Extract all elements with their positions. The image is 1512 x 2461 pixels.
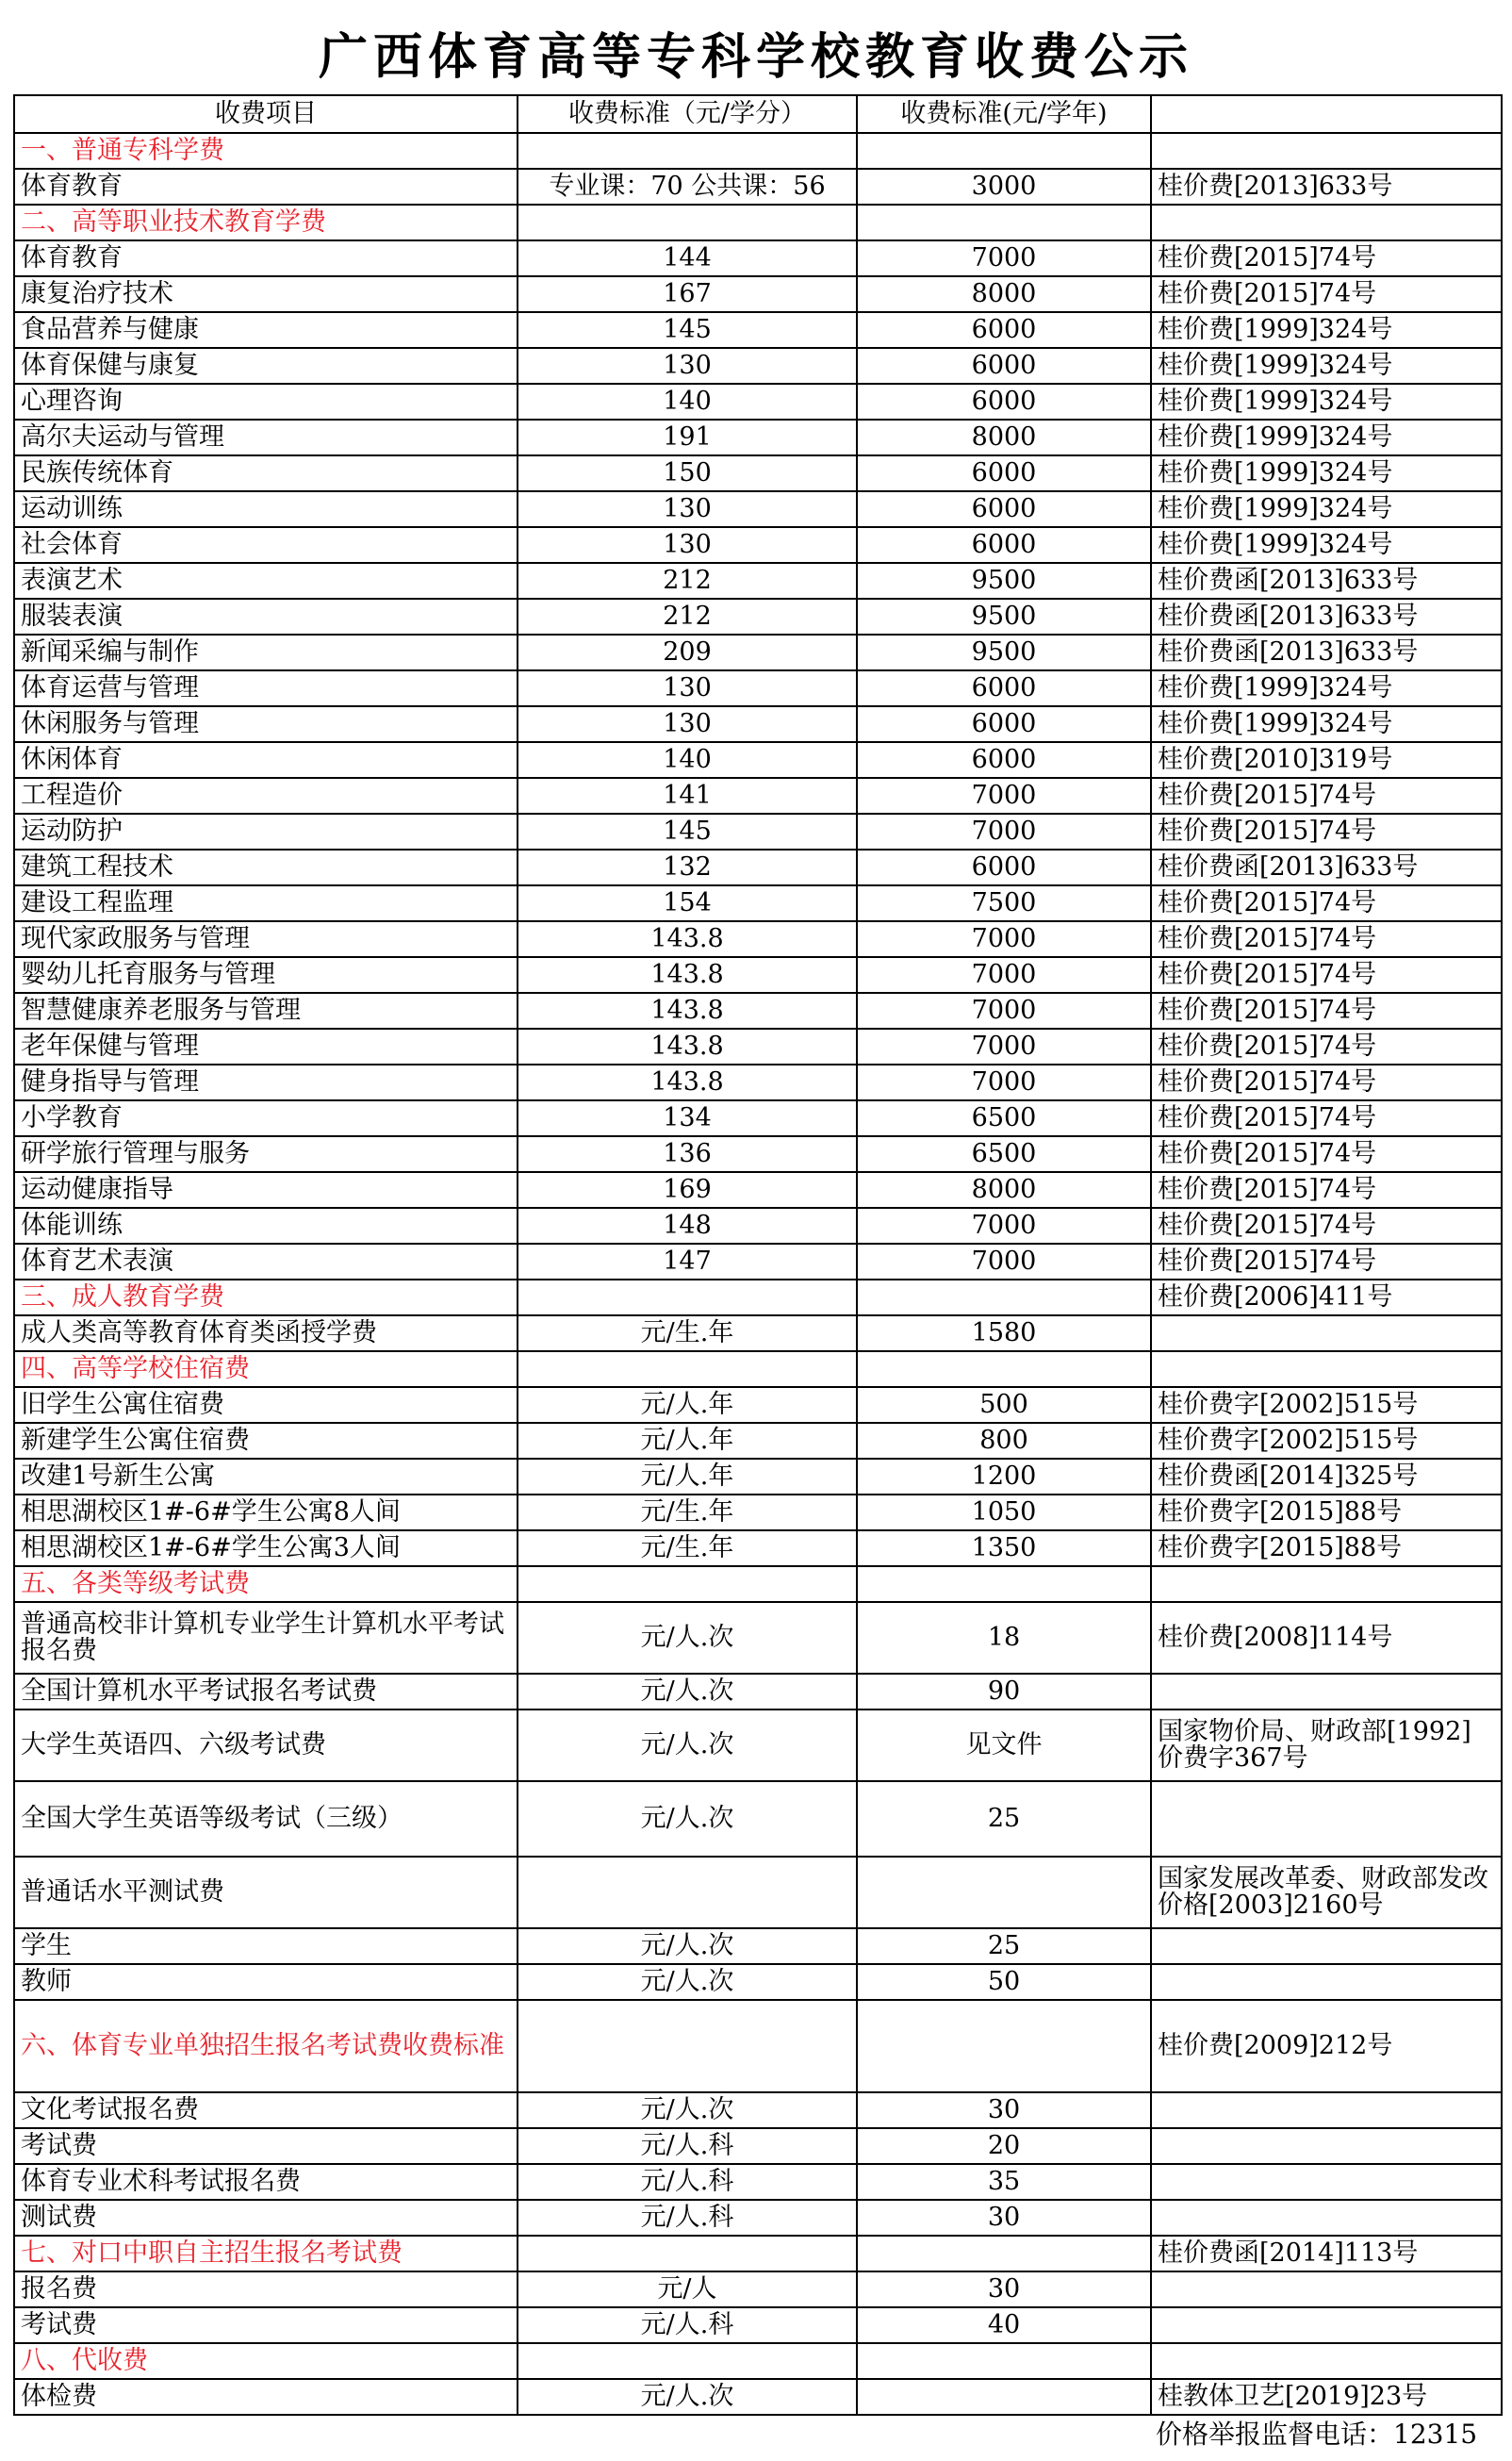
- document-ref-cell: [1151, 2271, 1502, 2307]
- annual-fee-cell: 7000: [857, 993, 1151, 1029]
- page-title: 广西体育高等专科学校教育收费公示: [318, 29, 1193, 86]
- document-ref-cell: 桂价费[2015]74号: [1151, 885, 1502, 921]
- section-title-cell: 一、普通专科学费: [14, 133, 518, 169]
- hotline-text: 价格举报监督电话：12315: [1156, 2419, 1478, 2450]
- annual-fee-cell: [857, 205, 1151, 240]
- annual-fee-cell: [857, 2000, 1151, 2092]
- table-row: [14, 2092, 1502, 2128]
- fee-item-cell: 大学生英语四、六级考试费: [14, 1709, 518, 1781]
- table-row: [14, 1100, 1502, 1136]
- table-row: [14, 312, 1502, 348]
- document-ref-cell: 桂价费[2015]74号: [1151, 240, 1502, 276]
- table-row: [14, 420, 1502, 455]
- annual-fee-cell: 7000: [857, 957, 1151, 993]
- unit-standard-cell: 130: [518, 527, 857, 563]
- fee-item-cell: 智慧健康养老服务与管理: [14, 993, 518, 1029]
- unit-standard-cell: [518, 133, 857, 169]
- table-row: [14, 1208, 1502, 1244]
- fee-item-cell: 民族传统体育: [14, 455, 518, 491]
- column-header: 收费标准(元/学年): [857, 95, 1151, 133]
- document-ref-cell: 桂价费[1999]324号: [1151, 455, 1502, 491]
- table-row: [14, 1530, 1502, 1566]
- annual-fee-cell: 7000: [857, 1029, 1151, 1065]
- document-ref-cell: 桂价费[1999]324号: [1151, 527, 1502, 563]
- section-row: [14, 1566, 1502, 1602]
- section-row: [14, 205, 1502, 240]
- unit-standard-cell: 元/人.次: [518, 1781, 857, 1857]
- fee-item-cell: 相思湖校区1#-6#学生公寓8人间: [14, 1495, 518, 1530]
- fee-item-cell: 服装表演: [14, 599, 518, 635]
- fee-item-cell: 研学旅行管理与服务: [14, 1136, 518, 1172]
- annual-fee-cell: [857, 1857, 1151, 1928]
- unit-standard-cell: 130: [518, 491, 857, 527]
- document-ref-cell: [1151, 1566, 1502, 1602]
- annual-fee-cell: 1050: [857, 1495, 1151, 1530]
- unit-standard-cell: 191: [518, 420, 857, 455]
- unit-standard-cell: 元/人.次: [518, 1674, 857, 1709]
- annual-fee-cell: 30: [857, 2200, 1151, 2236]
- table-row: [14, 1964, 1502, 2000]
- document-ref-cell: 桂价费[2015]74号: [1151, 1100, 1502, 1136]
- fee-item-cell: 休闲体育: [14, 742, 518, 778]
- document-ref-cell: 桂价费[2015]74号: [1151, 276, 1502, 312]
- unit-standard-cell: 143.8: [518, 1029, 857, 1065]
- unit-standard-cell: 元/人.次: [518, 2379, 857, 2415]
- unit-standard-cell: [518, 2343, 857, 2379]
- annual-fee-cell: 7000: [857, 814, 1151, 850]
- document-ref-cell: 国家物价局、财政部[1992]价费字367号: [1151, 1709, 1502, 1781]
- document-ref-cell: [1151, 2200, 1502, 2236]
- annual-fee-cell: 40: [857, 2307, 1151, 2343]
- annual-fee-cell: [857, 2343, 1151, 2379]
- unit-standard-cell: [518, 2000, 857, 2092]
- document-ref-cell: 桂价费字[2002]515号: [1151, 1387, 1502, 1423]
- table-row: [14, 491, 1502, 527]
- document-ref-cell: 桂价费[1999]324号: [1151, 348, 1502, 384]
- annual-fee-cell: 6000: [857, 850, 1151, 885]
- fee-item-cell: 文化考试报名费: [14, 2092, 518, 2128]
- unit-standard-cell: 143.8: [518, 921, 857, 957]
- fee-item-cell: 运动训练: [14, 491, 518, 527]
- table-row: [14, 1315, 1502, 1351]
- unit-standard-cell: 元/生.年: [518, 1495, 857, 1530]
- section-row: [14, 1351, 1502, 1387]
- document-ref-cell: 桂价费函[2013]633号: [1151, 635, 1502, 670]
- annual-fee-cell: 1580: [857, 1315, 1151, 1351]
- annual-fee-cell: 7500: [857, 885, 1151, 921]
- document-ref-cell: 桂价费[1999]324号: [1151, 670, 1502, 706]
- document-ref-cell: [1151, 1928, 1502, 1964]
- fee-item-cell: 体育保健与康复: [14, 348, 518, 384]
- annual-fee-cell: 7000: [857, 1244, 1151, 1280]
- annual-fee-cell: 800: [857, 1423, 1151, 1459]
- table-row: [14, 2164, 1502, 2200]
- document-ref-cell: 桂价费[1999]324号: [1151, 384, 1502, 420]
- unit-standard-cell: 专业课：70 公共课：56: [518, 169, 857, 205]
- table-row: [14, 778, 1502, 814]
- fee-item-cell: 体育教育: [14, 169, 518, 205]
- unit-standard-cell: 130: [518, 348, 857, 384]
- fee-item-cell: 体育艺术表演: [14, 1244, 518, 1280]
- annual-fee-cell: 9500: [857, 635, 1151, 670]
- document-ref-cell: 桂价费字[2015]88号: [1151, 1530, 1502, 1566]
- fee-item-cell: 教师: [14, 1964, 518, 2000]
- annual-fee-cell: 8000: [857, 276, 1151, 312]
- document-ref-cell: 桂价费[2010]319号: [1151, 742, 1502, 778]
- table-row: [14, 276, 1502, 312]
- fee-item-cell: 体育教育: [14, 240, 518, 276]
- section-row: [14, 2236, 1502, 2271]
- unit-standard-cell: 212: [518, 563, 857, 599]
- unit-standard-cell: 143.8: [518, 1065, 857, 1100]
- section-title-cell: 六、体育专业单独招生报名考试费收费标准: [14, 2000, 518, 2092]
- document-ref-cell: [1151, 2343, 1502, 2379]
- column-header: [1151, 95, 1502, 133]
- annual-fee-cell: 见文件: [857, 1709, 1151, 1781]
- fee-item-cell: 工程造价: [14, 778, 518, 814]
- table-row: [14, 1387, 1502, 1423]
- annual-fee-cell: 500: [857, 1387, 1151, 1423]
- section-title-cell: 三、成人教育学费: [14, 1280, 518, 1315]
- annual-fee-cell: 3000: [857, 169, 1151, 205]
- document-ref-cell: 国家发展改革委、财政部发改价格[2003]2160号: [1151, 1857, 1502, 1928]
- table-row: [14, 240, 1502, 276]
- annual-fee-cell: 6500: [857, 1136, 1151, 1172]
- unit-standard-cell: 元/生.年: [518, 1315, 857, 1351]
- table-row: [14, 670, 1502, 706]
- annual-fee-cell: 8000: [857, 1172, 1151, 1208]
- document-ref-cell: 桂价费函[2014]325号: [1151, 1459, 1502, 1495]
- annual-fee-cell: 6000: [857, 312, 1151, 348]
- fee-item-cell: 测试费: [14, 2200, 518, 2236]
- table-row: [14, 706, 1502, 742]
- document-ref-cell: [1151, 1964, 1502, 2000]
- section-row: [14, 2000, 1502, 2092]
- document-ref-cell: 桂价费[2015]74号: [1151, 1208, 1502, 1244]
- table-row: [14, 1459, 1502, 1495]
- document-ref-cell: [1151, 1674, 1502, 1709]
- fee-item-cell: 食品营养与健康: [14, 312, 518, 348]
- table-row: [14, 2307, 1502, 2343]
- document-ref-cell: 桂价费[1999]324号: [1151, 420, 1502, 455]
- document-ref-cell: 桂价费函[2014]113号: [1151, 2236, 1502, 2271]
- table-row: [14, 957, 1502, 993]
- table-row: [14, 1065, 1502, 1100]
- table-row: [14, 2379, 1502, 2415]
- fee-item-cell: 运动防护: [14, 814, 518, 850]
- document-ref-cell: 桂价费[1999]324号: [1151, 491, 1502, 527]
- document-ref-cell: 桂价费[2015]74号: [1151, 1065, 1502, 1100]
- table-row: [14, 1029, 1502, 1065]
- annual-fee-cell: [857, 2236, 1151, 2271]
- unit-standard-cell: 元/人.年: [518, 1423, 857, 1459]
- fee-item-cell: 体检费: [14, 2379, 518, 2415]
- document-ref-cell: 桂价费[2015]74号: [1151, 993, 1502, 1029]
- annual-fee-cell: 7000: [857, 921, 1151, 957]
- annual-fee-cell: 7000: [857, 778, 1151, 814]
- unit-standard-cell: 150: [518, 455, 857, 491]
- document-ref-cell: 桂价费[2015]74号: [1151, 1172, 1502, 1208]
- document-ref-cell: 桂价费[2015]74号: [1151, 1244, 1502, 1280]
- unit-standard-cell: 154: [518, 885, 857, 921]
- document-ref-cell: [1151, 1315, 1502, 1351]
- unit-standard-cell: 145: [518, 814, 857, 850]
- unit-standard-cell: 209: [518, 635, 857, 670]
- section-title-cell: 五、各类等级考试费: [14, 1566, 518, 1602]
- annual-fee-cell: 9500: [857, 563, 1151, 599]
- unit-standard-cell: 元/人.年: [518, 1387, 857, 1423]
- annual-fee-cell: 30: [857, 2271, 1151, 2307]
- annual-fee-cell: 1350: [857, 1530, 1151, 1566]
- fee-item-cell: 改建1号新生公寓: [14, 1459, 518, 1495]
- unit-standard-cell: 143.8: [518, 993, 857, 1029]
- unit-standard-cell: 元/人.次: [518, 1602, 857, 1674]
- fee-item-cell: 成人类高等教育体育类函授学费: [14, 1315, 518, 1351]
- unit-standard-cell: 144: [518, 240, 857, 276]
- unit-standard-cell: 130: [518, 670, 857, 706]
- document-ref-cell: [1151, 205, 1502, 240]
- fee-item-cell: 体育专业术科考试报名费: [14, 2164, 518, 2200]
- unit-standard-cell: [518, 1857, 857, 1928]
- section-row: [14, 1280, 1502, 1315]
- table-row: [14, 384, 1502, 420]
- document-ref-cell: 桂价费[1999]324号: [1151, 706, 1502, 742]
- fee-item-cell: 新建学生公寓住宿费: [14, 1423, 518, 1459]
- annual-fee-cell: 6000: [857, 384, 1151, 420]
- table-row: [14, 993, 1502, 1029]
- annual-fee-cell: 50: [857, 1964, 1151, 2000]
- table-row: [14, 1709, 1502, 1781]
- unit-standard-cell: 141: [518, 778, 857, 814]
- column-header: 收费标准（元/学分）: [518, 95, 857, 133]
- unit-standard-cell: 136: [518, 1136, 857, 1172]
- table-row: [14, 635, 1502, 670]
- fee-item-cell: 全国大学生英语等级考试（三级）: [14, 1781, 518, 1857]
- annual-fee-cell: 1200: [857, 1459, 1151, 1495]
- fee-table: [13, 94, 1503, 2416]
- document-ref-cell: [1151, 2128, 1502, 2164]
- annual-fee-cell: 6000: [857, 706, 1151, 742]
- unit-standard-cell: [518, 205, 857, 240]
- document-ref-cell: 桂价费[2009]212号: [1151, 2000, 1502, 2092]
- fee-item-cell: 普通高校非计算机专业学生计算机水平考试报名费: [14, 1602, 518, 1674]
- annual-fee-cell: 6000: [857, 742, 1151, 778]
- annual-fee-cell: 6000: [857, 455, 1151, 491]
- unit-standard-cell: [518, 2236, 857, 2271]
- annual-fee-cell: 7000: [857, 1208, 1151, 1244]
- fee-item-cell: 考试费: [14, 2307, 518, 2343]
- unit-standard-cell: 130: [518, 706, 857, 742]
- document-ref-cell: 桂价费字[2002]515号: [1151, 1423, 1502, 1459]
- fee-item-cell: 体育运营与管理: [14, 670, 518, 706]
- document-ref-cell: 桂价费[2015]74号: [1151, 1029, 1502, 1065]
- unit-standard-cell: 132: [518, 850, 857, 885]
- unit-standard-cell: 元/人.年: [518, 1459, 857, 1495]
- document-ref-cell: [1151, 1781, 1502, 1857]
- table-row: [14, 1674, 1502, 1709]
- annual-fee-cell: 6000: [857, 670, 1151, 706]
- table-row: [14, 169, 1502, 205]
- annual-fee-cell: 25: [857, 1781, 1151, 1857]
- fee-item-cell: 现代家政服务与管理: [14, 921, 518, 957]
- column-header: 收费项目: [14, 95, 518, 133]
- fee-item-cell: 心理咨询: [14, 384, 518, 420]
- fee-item-cell: 学生: [14, 1928, 518, 1964]
- annual-fee-cell: 6000: [857, 491, 1151, 527]
- fee-item-cell: 健身指导与管理: [14, 1065, 518, 1100]
- document-ref-cell: 桂价费[2008]114号: [1151, 1602, 1502, 1674]
- annual-fee-cell: [857, 2379, 1151, 2415]
- annual-fee-cell: 6500: [857, 1100, 1151, 1136]
- table-row: [14, 742, 1502, 778]
- fee-item-cell: 休闲服务与管理: [14, 706, 518, 742]
- annual-fee-cell: 25: [857, 1928, 1151, 1964]
- fee-item-cell: 高尔夫运动与管理: [14, 420, 518, 455]
- annual-fee-cell: 20: [857, 2128, 1151, 2164]
- document-ref-cell: 桂价费字[2015]88号: [1151, 1495, 1502, 1530]
- fee-item-cell: 运动健康指导: [14, 1172, 518, 1208]
- unit-standard-cell: 140: [518, 384, 857, 420]
- unit-standard-cell: 元/人: [518, 2271, 857, 2307]
- annual-fee-cell: 18: [857, 1602, 1151, 1674]
- document-ref-cell: [1151, 1351, 1502, 1387]
- unit-standard-cell: 元/人.次: [518, 2092, 857, 2128]
- section-row: [14, 133, 1502, 169]
- unit-standard-cell: 元/人.科: [518, 2164, 857, 2200]
- document-ref-cell: 桂教体卫艺[2019]23号: [1151, 2379, 1502, 2415]
- unit-standard-cell: 140: [518, 742, 857, 778]
- table-row: [14, 1928, 1502, 1964]
- document-ref-cell: 桂价费[2006]411号: [1151, 1280, 1502, 1315]
- document-ref-cell: 桂价费[2013]633号: [1151, 169, 1502, 205]
- fee-item-cell: 建筑工程技术: [14, 850, 518, 885]
- annual-fee-cell: 7000: [857, 240, 1151, 276]
- unit-standard-cell: 167: [518, 276, 857, 312]
- table-row: [14, 1495, 1502, 1530]
- table-row: [14, 1857, 1502, 1928]
- document-ref-cell: [1151, 2092, 1502, 2128]
- unit-standard-cell: 元/人.次: [518, 1709, 857, 1781]
- annual-fee-cell: 35: [857, 2164, 1151, 2200]
- table-row: [14, 527, 1502, 563]
- document-ref-cell: 桂价费[1999]324号: [1151, 312, 1502, 348]
- table-row: [14, 2271, 1502, 2307]
- table-row: [14, 1136, 1502, 1172]
- document-ref-cell: [1151, 2164, 1502, 2200]
- table-row: [14, 1244, 1502, 1280]
- unit-standard-cell: 134: [518, 1100, 857, 1136]
- unit-standard-cell: 212: [518, 599, 857, 635]
- fee-item-cell: 考试费: [14, 2128, 518, 2164]
- annual-fee-cell: 90: [857, 1674, 1151, 1709]
- section-title-cell: 八、代收费: [14, 2343, 518, 2379]
- document-ref-cell: 桂价费函[2013]633号: [1151, 563, 1502, 599]
- document-ref-cell: 桂价费函[2013]633号: [1151, 599, 1502, 635]
- table-row: [14, 1423, 1502, 1459]
- annual-fee-cell: 9500: [857, 599, 1151, 635]
- unit-standard-cell: 147: [518, 1244, 857, 1280]
- table-row: [14, 563, 1502, 599]
- table-row: [14, 455, 1502, 491]
- unit-standard-cell: 143.8: [518, 957, 857, 993]
- table-row: [14, 599, 1502, 635]
- unit-standard-cell: 元/人.次: [518, 1964, 857, 2000]
- fee-item-cell: 康复治疗技术: [14, 276, 518, 312]
- unit-standard-cell: 148: [518, 1208, 857, 1244]
- section-title-cell: 四、高等学校住宿费: [14, 1351, 518, 1387]
- section-title-cell: 二、高等职业技术教育学费: [14, 205, 518, 240]
- fee-item-cell: 新闻采编与制作: [14, 635, 518, 670]
- table-row: [14, 2128, 1502, 2164]
- annual-fee-cell: 30: [857, 2092, 1151, 2128]
- unit-standard-cell: 元/人.科: [518, 2128, 857, 2164]
- table-row: [14, 921, 1502, 957]
- fee-item-cell: 体能训练: [14, 1208, 518, 1244]
- table-row: [14, 1602, 1502, 1674]
- table-header-row: [14, 95, 1502, 133]
- annual-fee-cell: [857, 1280, 1151, 1315]
- document-ref-cell: 桂价费[2015]74号: [1151, 1136, 1502, 1172]
- document-ref-cell: 桂价费[2015]74号: [1151, 957, 1502, 993]
- unit-standard-cell: 元/生.年: [518, 1530, 857, 1566]
- annual-fee-cell: 6000: [857, 527, 1151, 563]
- fee-item-cell: 社会体育: [14, 527, 518, 563]
- document-ref-cell: 桂价费[2015]74号: [1151, 778, 1502, 814]
- fee-item-cell: 建设工程监理: [14, 885, 518, 921]
- table-row: [14, 2200, 1502, 2236]
- table-row: [14, 1172, 1502, 1208]
- document-ref-cell: [1151, 2307, 1502, 2343]
- document-ref-cell: 桂价费函[2013]633号: [1151, 850, 1502, 885]
- fee-item-cell: 报名费: [14, 2271, 518, 2307]
- fee-item-cell: 表演艺术: [14, 563, 518, 599]
- section-row: [14, 2343, 1502, 2379]
- document-ref-cell: [1151, 133, 1502, 169]
- fee-item-cell: 老年保健与管理: [14, 1029, 518, 1065]
- unit-standard-cell: [518, 1566, 857, 1602]
- fee-item-cell: 相思湖校区1#-6#学生公寓3人间: [14, 1530, 518, 1566]
- document-ref-cell: 桂价费[2015]74号: [1151, 921, 1502, 957]
- fee-item-cell: 小学教育: [14, 1100, 518, 1136]
- unit-standard-cell: 元/人.科: [518, 2200, 857, 2236]
- document-ref-cell: 桂价费[2015]74号: [1151, 814, 1502, 850]
- fee-item-cell: 全国计算机水平考试报名考试费: [14, 1674, 518, 1709]
- unit-standard-cell: [518, 1280, 857, 1315]
- annual-fee-cell: [857, 1566, 1151, 1602]
- annual-fee-cell: 6000: [857, 348, 1151, 384]
- unit-standard-cell: [518, 1351, 857, 1387]
- fee-item-cell: 婴幼儿托育服务与管理: [14, 957, 518, 993]
- unit-standard-cell: 元/人.次: [518, 1928, 857, 1964]
- table-row: [14, 850, 1502, 885]
- table-row: [14, 1781, 1502, 1857]
- fee-item-cell: 旧学生公寓住宿费: [14, 1387, 518, 1423]
- section-title-cell: 七、对口中职自主招生报名考试费: [14, 2236, 518, 2271]
- annual-fee-cell: 7000: [857, 1065, 1151, 1100]
- annual-fee-cell: [857, 133, 1151, 169]
- table-row: [14, 814, 1502, 850]
- unit-standard-cell: 145: [518, 312, 857, 348]
- fee-item-cell: 普通话水平测试费: [14, 1857, 518, 1928]
- table-row: [14, 885, 1502, 921]
- table-row: [14, 348, 1502, 384]
- unit-standard-cell: 169: [518, 1172, 857, 1208]
- annual-fee-cell: 8000: [857, 420, 1151, 455]
- annual-fee-cell: [857, 1351, 1151, 1387]
- unit-standard-cell: 元/人.科: [518, 2307, 857, 2343]
